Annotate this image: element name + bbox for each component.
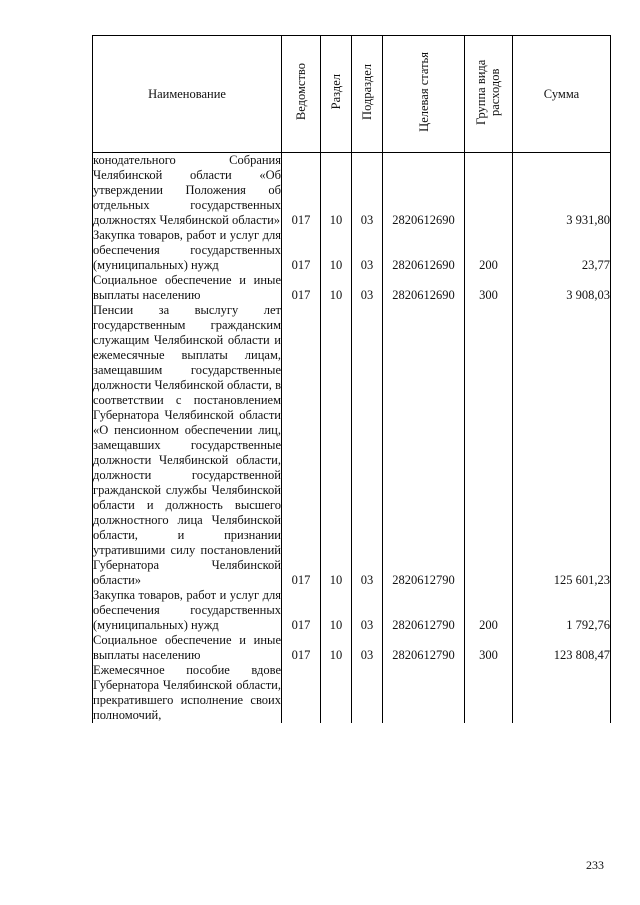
cell-subsection: 03 — [352, 273, 383, 303]
cell-subsection: 03 — [352, 588, 383, 633]
cell-department: 017 — [282, 633, 321, 663]
cell-name: Закупка товаров, работ и услуг для обеспечения государственных (муниципальных) нужд — [93, 228, 281, 272]
header-department: Ведомство — [282, 36, 321, 153]
cell-sum: 123 808,47 — [513, 633, 611, 663]
table-row — [93, 153, 611, 229]
cell-name: Пенсии за выслугу лет государственным гражданским служащим Челябинской области и ежемесячные выплаты лицам, замещавшим государственные должности Челябинской области, в соответствии с постановлением Губернатора Челябинской области «О пенсионном обеспечении лиц, замещавших государственные должности Челябинской области, должности государственной гражданской службы Челябинской области и должность высшего должностного лица Челябинской области, и признании утратившими силу постановлений Губернатора Челябинской области» — [93, 303, 281, 587]
cell-target: 2820612690 — [383, 153, 465, 229]
cell-expense-group: 300 — [465, 273, 513, 303]
cell-target: 2820612690 — [383, 273, 465, 303]
cell-subsection: 03 — [352, 228, 383, 273]
cell-department — [282, 663, 321, 723]
header-name: Наименование — [93, 36, 282, 153]
table-row — [93, 273, 611, 303]
table-row — [93, 228, 611, 273]
cell-name: Закупка товаров, работ и услуг для обеспечения государственных (муниципальных) нужд — [93, 588, 281, 632]
table-row — [93, 588, 611, 633]
budget-table — [92, 35, 611, 723]
header-section: Раздел — [321, 36, 352, 153]
cell-department: 017 — [282, 303, 321, 588]
cell-target: 2820612790 — [383, 303, 465, 588]
cell-department: 017 — [282, 153, 321, 229]
cell-name: Социальное обеспечение и иные выплаты населению — [93, 633, 281, 662]
cell-target: 2820612690 — [383, 228, 465, 273]
cell-expense-group: 200 — [465, 228, 513, 273]
table-row — [93, 663, 611, 723]
cell-section: 10 — [321, 153, 352, 229]
cell-expense-group: 300 — [465, 633, 513, 663]
header-target: Целевая статья — [383, 36, 465, 153]
cell-target: 2820612790 — [383, 588, 465, 633]
table-header-row — [93, 36, 611, 153]
cell-sum: 3 931,80 — [513, 153, 611, 229]
cell-sum: 3 908,03 — [513, 273, 611, 303]
page-number: 233 — [586, 858, 604, 872]
table-row — [93, 303, 611, 588]
cell-department: 017 — [282, 273, 321, 303]
cell-department: 017 — [282, 588, 321, 633]
table-row — [93, 633, 611, 663]
cell-section: 10 — [321, 228, 352, 273]
header-sum: Сумма — [513, 36, 611, 153]
header-subsection: Подраздел — [352, 36, 383, 153]
cell-name: конодательного Собрания Челябинской области «Об утверждении Положения об отдельных государственных должностях Челябинской области» — [93, 153, 281, 227]
cell-sum — [513, 663, 611, 723]
cell-department: 017 — [282, 228, 321, 273]
cell-sum: 23,77 — [513, 228, 611, 273]
cell-sum: 1 792,76 — [513, 588, 611, 633]
cell-target — [383, 663, 465, 723]
cell-target: 2820612790 — [383, 633, 465, 663]
cell-subsection — [352, 663, 383, 723]
cell-expense-group — [465, 153, 513, 229]
cell-name: Ежемесячное пособие вдове Губернатора Челябинской области, прекратившего исполнение своих полномочий, — [93, 663, 281, 722]
cell-section: 10 — [321, 303, 352, 588]
cell-name: Социальное обеспечение и иные выплаты населению — [93, 273, 281, 302]
cell-subsection: 03 — [352, 153, 383, 229]
header-expense-group: Группа вида расходов — [465, 36, 513, 153]
cell-section: 10 — [321, 633, 352, 663]
cell-subsection: 03 — [352, 303, 383, 588]
cell-expense-group: 200 — [465, 588, 513, 633]
cell-section: 10 — [321, 588, 352, 633]
cell-expense-group — [465, 303, 513, 588]
cell-section — [321, 663, 352, 723]
cell-section: 10 — [321, 273, 352, 303]
cell-subsection: 03 — [352, 633, 383, 663]
cell-expense-group — [465, 663, 513, 723]
cell-sum: 125 601,23 — [513, 303, 611, 588]
